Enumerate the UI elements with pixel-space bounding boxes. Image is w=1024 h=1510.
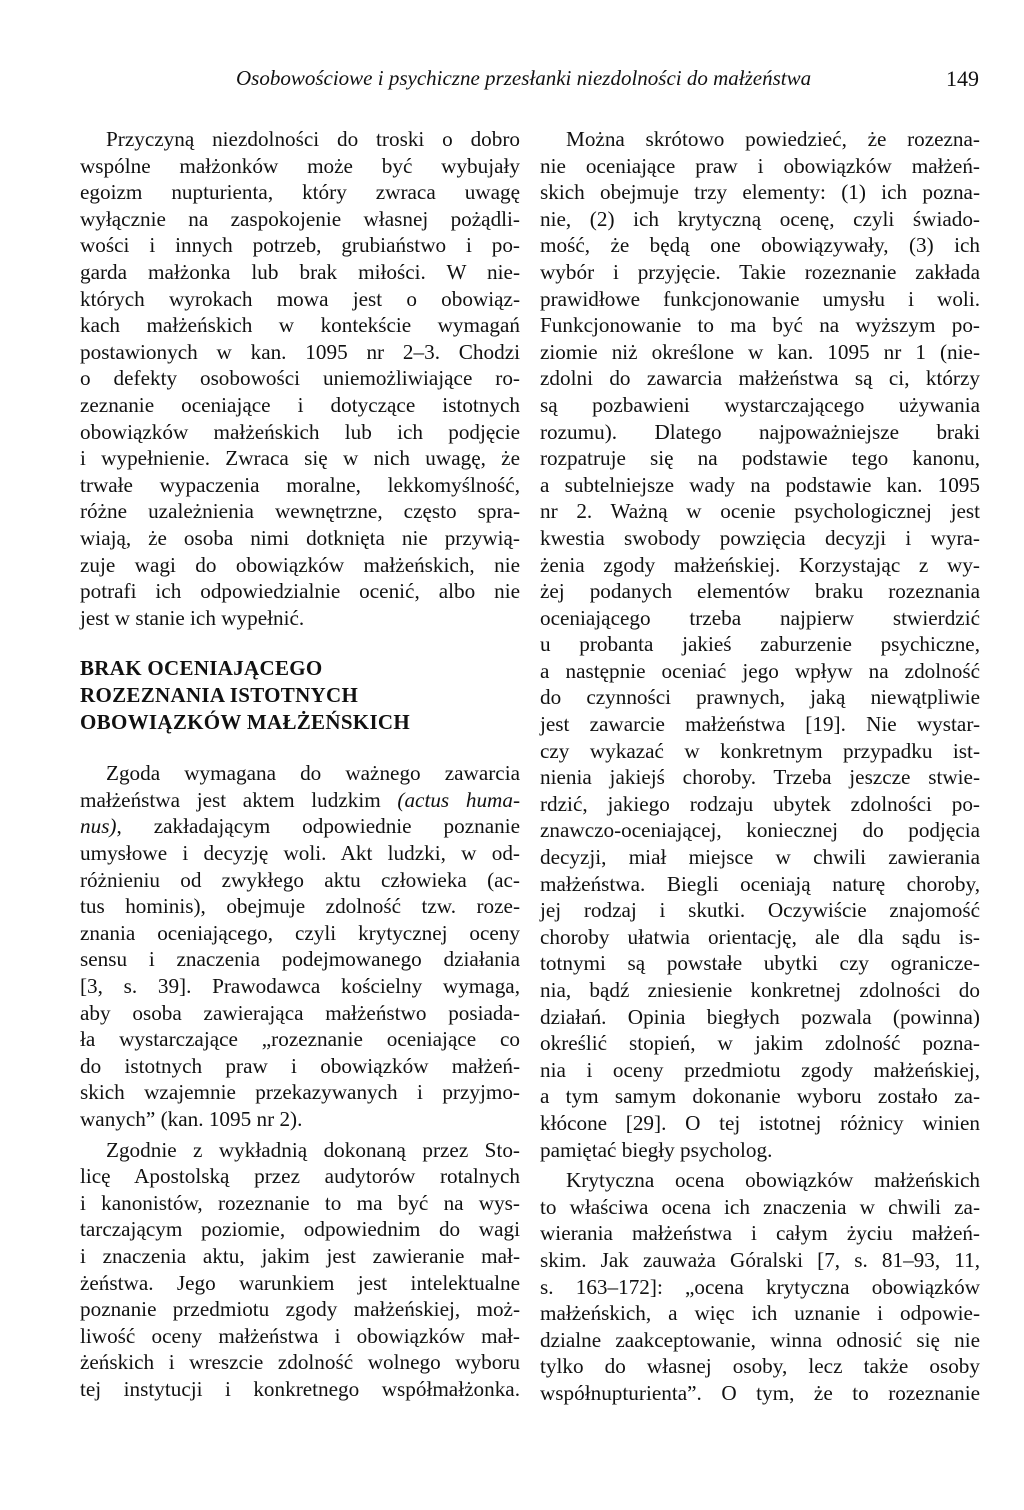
text-line: liwość oceny małżeństwa i obowiązków mał- (80, 1323, 520, 1348)
text-line: nie, (2) ich krytyczną ocenę, czyli świado- (540, 206, 980, 231)
text-line: żenia zgody małżeńskiej. Korzystając z wy- (540, 552, 980, 577)
text-line: trwałe wypaczenia moralne, lekkomyślność, (80, 472, 520, 497)
text-line: tarczającym poziomie, odpowiednim do wagi (80, 1217, 520, 1242)
paragraph-5 (540, 1167, 980, 1406)
text-line: decyzji, miał miejsce w chwili zawierania (540, 845, 980, 870)
text-line: totnymi są powstałe ubytki czy ogranicze- (540, 951, 980, 976)
text-line: nia, bądź zniesienie konkretnej zdolności do (540, 978, 980, 1002)
text-line: Zgodnie z wykładnią dokonaną przez Sto- (106, 1137, 520, 1162)
paragraph-1 (80, 126, 520, 631)
text-line: współnupturienta”. O tym, że to rozeznanie (540, 1380, 980, 1405)
text-line: kłócone [29]. O tej istotnej różnicy winien (540, 1110, 980, 1135)
text-line: żej podanych elementów braku rozeznania (540, 579, 980, 604)
paragraph-4 (540, 126, 980, 1163)
paragraph-2 (80, 760, 520, 1132)
text-line: ziomie niż określone w kan. 1095 nr 1 (nie- (540, 339, 980, 364)
text-line: znania oceniającego, czyli krytycznej oceny (80, 920, 520, 945)
text-line: skich wzajemnie przekazywanych i przyjmo- (80, 1080, 520, 1105)
heading-line: BRAK OCENIAJĄCEGO (80, 656, 323, 681)
text-line: Zgoda wymagana do ważnego zawarcia (106, 761, 520, 786)
text-line: o defekty osobowości uniemożliwiające ro- (80, 366, 520, 391)
text-line: sensu i znaczenia podejmowanego działania (80, 947, 520, 972)
text-line: rozpatruje się na podstawie tego kanonu, (540, 446, 980, 471)
text-line: do istotnych praw i obowiązków małżeń- (80, 1053, 520, 1078)
right-column (540, 126, 980, 1407)
text-line: licę Apostolską przez audytorów rotalnych (80, 1164, 520, 1189)
text-line: działań. Opinia biegłych pozwala (powinna) (540, 1004, 980, 1029)
text-line: skich obejmuje trzy elementy: (1) ich pozna- (540, 180, 980, 205)
latin-term: nus) (80, 814, 117, 839)
text-line: obowiązków małżeńskich lub ich podjęcie (80, 419, 520, 444)
text-line: czy wykazać w konkretnym przypadku ist- (540, 738, 980, 763)
text-line: wyłącznie na zaspokojenie własnej pożądli- (80, 206, 520, 231)
text-line: do czynności prawnych, jaką niewątpliwie (540, 685, 980, 710)
text-line: wierania małżeństwa i całym życiu małżeń- (540, 1221, 980, 1246)
text-line: egoizm nupturienta, który zwraca uwagę (80, 180, 520, 205)
text-line: żeńskich i wreszcie zdolność wolnego wyboru (80, 1350, 520, 1375)
text-line: różne uzależnienia wewnętrzne, często spra- (80, 499, 520, 524)
text-line: zeznanie oceniające i dotyczące istotnych (80, 392, 520, 417)
text-line: nienia jakiejś choroby. Trzeba jeszcze stwie- (540, 765, 980, 790)
text-line: a tym samym dokonanie wyboru zostało za- (540, 1084, 980, 1109)
text-line: garda małżonka lub brak miłości. W nie- (80, 259, 520, 284)
text-line: tej instytucji i konkretnego współmałżonka. (80, 1376, 520, 1401)
page-number: 149 (946, 66, 979, 91)
text-line: Funkcjonowanie to ma być na wyższym po- (540, 313, 980, 338)
text-line: żeństwa. Jego warunkiem jest intelektualne (80, 1270, 520, 1295)
text-line: poznanie przedmiotu zgody małżeńskiej, moż- (80, 1297, 520, 1322)
text-line: skim. Jak zauważa Góralski [7, s. 81–93, 11, (540, 1247, 980, 1272)
text-line: potrafi ich odpowiedzialnie ocenić, albo nie (80, 579, 520, 604)
text-line: mość, że będą one obowiązywały, (3) ich (540, 233, 980, 258)
text-line: rozumu). Dlatego najpoważniejsze braki (540, 419, 980, 444)
text-line: wspólne małżonków może być wybujały (80, 153, 520, 178)
text-line: rdzić, jakiego rodzaju ubytek zdolności po- (540, 791, 980, 816)
paragraph-3 (80, 1137, 520, 1403)
text-line: nr 2. Ważną w ocenie psychologicznej jest (540, 499, 980, 524)
running-head: Osobowościowe i psychiczne przesłanki niezdolności do małżeństwa (236, 66, 812, 90)
text-line: aby osoba zawierająca małżeństwo posiada- (80, 1000, 520, 1025)
text-line: jest zawarcie małżeństwa [19]. Nie wystar- (540, 712, 980, 737)
text-line: wości i innych potrzeb, grubiaństwo i po- (80, 233, 520, 258)
text-line: prawidłowe funkcjonowanie umysłu i woli. (540, 286, 980, 311)
left-column (80, 126, 520, 1403)
text-line: a następnie oceniać jego wpływ na zdolność (540, 658, 980, 683)
text-line: wybór i przyjęcie. Takie rozeznanie zakłada (540, 259, 980, 284)
text-line: jej rodzaj i skutki. Oczywiście znajomość (540, 898, 980, 923)
text-line: zuje wagi do obowiązków małżeńskich, nie (80, 552, 520, 577)
text-line: małżeńskich, a więc ich uznanie i odpowie- (540, 1301, 980, 1326)
text-line: postawionych w kan. 1095 nr 2–3. Chodzi (80, 339, 520, 364)
text-line: ła wystarczające „rozeznanie oceniające co (80, 1027, 520, 1052)
text-line: i wypełnienie. Zwraca się w nich uwagę, że (80, 446, 520, 471)
text-line: Krytyczna ocena obowiązków małżeńskich (566, 1168, 980, 1193)
text-line: pamiętać biegły psycholog. (540, 1137, 773, 1162)
text-line: określić stopień, w jakim zdolność pozna- (540, 1031, 980, 1056)
text-line: oceniającego trzeba najpierw stwierdzić (540, 605, 980, 630)
text-line: różnieniu od zwykłego aktu człowieka (ac- (80, 867, 520, 892)
text-line: których wyrokach mowa jest o obowiąz- (80, 286, 520, 311)
text-line: to właściwa ocena ich znaczenia w chwili za- (540, 1194, 980, 1219)
text-line: i kanonistów, rozeznanie to ma być na wys- (80, 1190, 520, 1215)
text-line: umysłowe i decyzję woli. Akt ludzki, w od- (80, 841, 520, 866)
text-line: Można skrótowo powiedzieć, że rozezna- (566, 127, 980, 151)
text-line: wanych” (kan. 1095 nr 2). (80, 1107, 303, 1131)
text-line: Przyczyną niezdolności do troski o dobro (106, 127, 520, 151)
text-line: kach małżeńskich w kontekście wymagań (80, 313, 520, 338)
text-line: małżeństwa. Biegli oceniają naturę choroby, (540, 871, 980, 896)
text-line: a subtelniejsze wady na podstawie kan. 1095 (540, 472, 980, 497)
text-line: są pozbawieni wystarczającego używania (540, 392, 980, 417)
text-line: u probanta jakieś zaburzenie psychiczne, (540, 632, 980, 657)
text-line: nie oceniające praw i obowiązków małżeń- (540, 153, 980, 178)
text-line: i znaczenia aktu, jakim jest zawieranie mał- (80, 1243, 520, 1268)
text-line: nus), zakładającym odpowiednie poznanie (80, 814, 520, 839)
text-line: choroby ułatwia orientację, ale dla sądu is- (540, 924, 980, 949)
latin-term: (actus huma- (397, 787, 520, 812)
text-line: małżeństwa jest aktem ludzkim (actus huma- (80, 787, 520, 812)
text-line: dzialne zaakceptowanie, winna odnosić się nie (540, 1327, 980, 1352)
text-line: nia i oceny przedmiotu zgody małżeńskiej, (540, 1057, 980, 1082)
heading-line: OBOWIĄZKÓW MAŁŻEŃSKICH (80, 710, 411, 735)
section-heading (80, 655, 520, 736)
text-line: [3, s. 39]. Prawodawca kościelny wymaga, (80, 974, 520, 999)
text-line: zdolni do zawarcia małżeństwa są ci, którzy (540, 366, 980, 391)
text-line: znawczo-oceniającej, koniecznej do podjęcia (540, 818, 980, 843)
text-line: tylko do własnej osoby, lecz także osoby (540, 1354, 980, 1379)
text-line: tus hominis), obejmuje zdolność tzw. roze- (80, 894, 520, 919)
text-line: wiają, że osoba nimi dotknięta nie przywią- (80, 525, 520, 550)
text-line: kwestia swobody powzięcia decyzji i wyra- (540, 525, 980, 550)
heading-line: ROZEZNANIA ISTOTNYCH (80, 683, 359, 708)
text-line: jest w stanie ich wypełnić. (80, 605, 305, 630)
text-line: s. 163–172]: „ocena krytyczna obowiązków (540, 1274, 980, 1299)
